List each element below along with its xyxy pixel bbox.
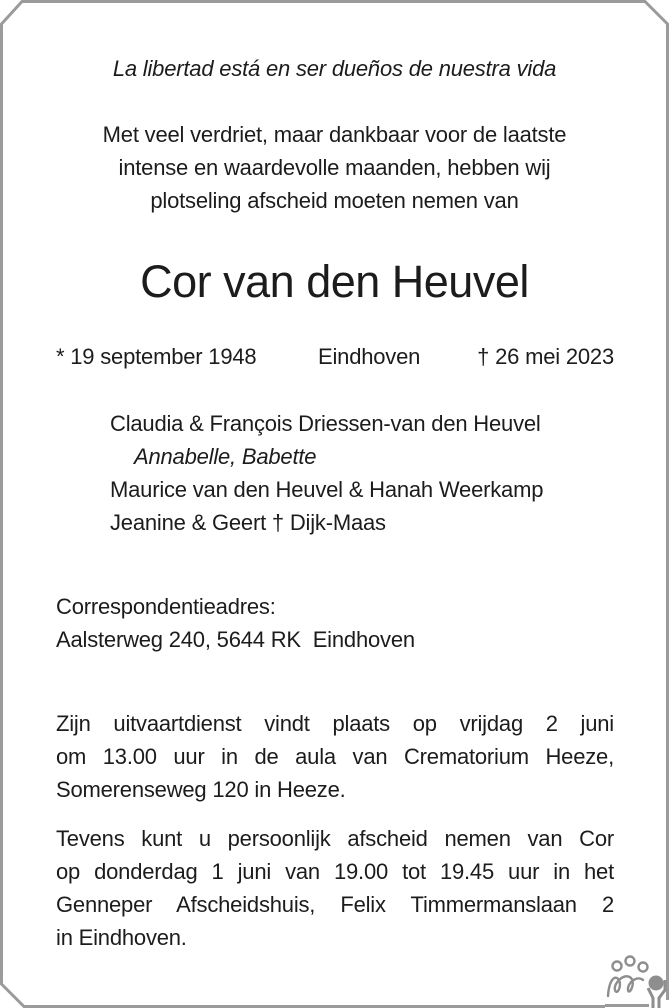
family-member: Jeanine & Geert † Dijk-Maas	[110, 510, 386, 535]
family-list	[110, 407, 543, 539]
viewing-paragraph	[56, 822, 614, 954]
intro-line: plotseling afscheid moeten nemen van	[150, 188, 519, 213]
family-member: Maurice van den Heuvel & Hanah Weerkamp	[110, 477, 544, 502]
funeral-line: Zijn uitvaartdienst vindt plaats op vrijdag 2 juni	[56, 711, 614, 736]
family-member: Claudia & François Driessen-van den Heuvel	[110, 411, 541, 436]
birth-place: Eindhoven	[318, 344, 421, 369]
correspondence-label: Correspondentieadres:	[56, 594, 276, 619]
viewing-line: op donderdag 1 juni van 19.00 tot 19.45 uur in het	[56, 859, 614, 884]
viewing-line: in Eindhoven.	[56, 925, 187, 950]
funeral-paragraph	[56, 707, 614, 806]
intro-line: Met veel verdriet, maar dankbaar voor de laatste	[102, 122, 567, 147]
funeral-line: om 13.00 uur in de aula van Crematorium Heeze,	[56, 744, 614, 769]
family-people-logo-icon	[605, 950, 669, 1008]
viewing-line: Tevens kunt u persoonlijk afscheid nemen van Cor	[56, 826, 614, 851]
deceased-name: Cor van den Heuvel	[140, 256, 529, 307]
grandchildren: Annabelle, Babette	[134, 444, 317, 469]
intro-line: intense en waardevolle maanden, hebben wij	[118, 155, 551, 180]
death-date: † 26 mei 2023	[477, 344, 614, 369]
correspondence-address: Aalsterweg 240, 5644 RK Eindhoven	[56, 627, 415, 652]
intro-paragraph	[0, 118, 669, 217]
motto-quote: La libertad está en ser dueños de nuestra vida	[112, 56, 557, 81]
birth-date: * 19 september 1948	[56, 344, 257, 369]
correspondence-block	[56, 590, 415, 656]
funeral-line: Somerenseweg 120 in Heeze.	[56, 777, 346, 802]
viewing-line: Genneper Afscheidshuis, Felix Timmermanslaan 2	[56, 892, 614, 917]
